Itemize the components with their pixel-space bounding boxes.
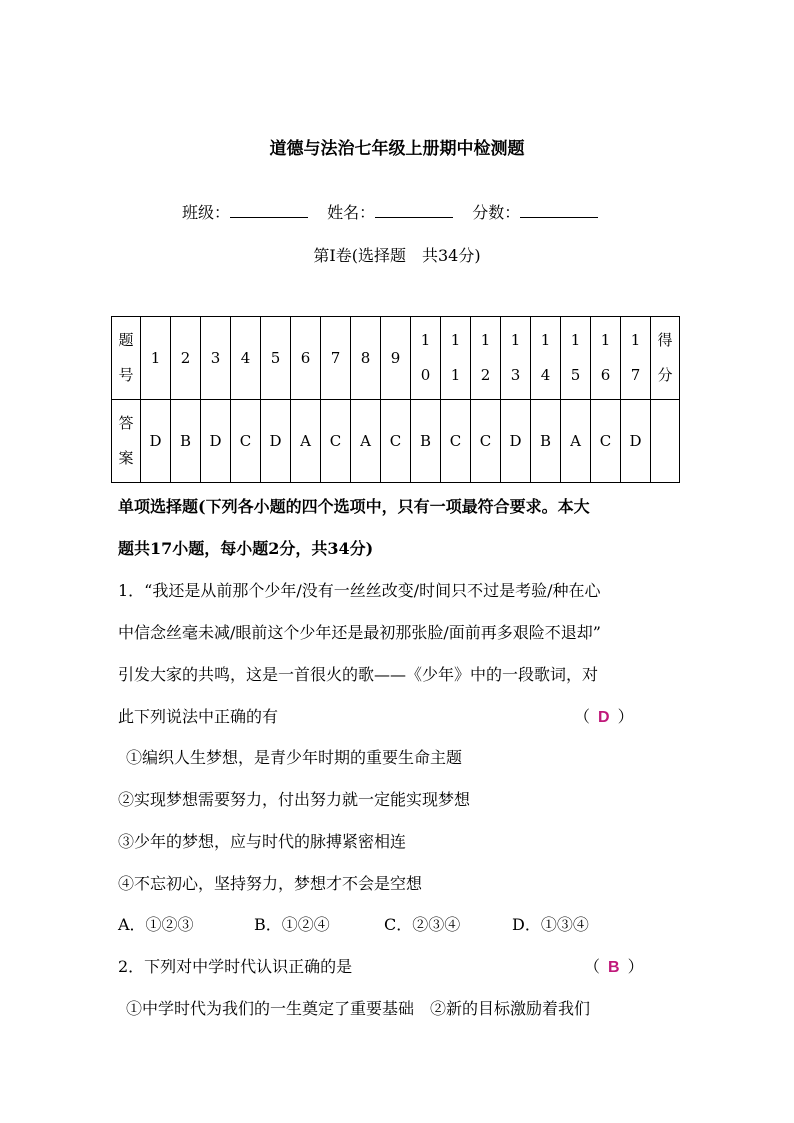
score-blank xyxy=(520,203,598,218)
answer-cell: D xyxy=(201,400,231,483)
answer-cell: B xyxy=(411,400,441,483)
answer-table xyxy=(111,316,680,483)
number-cell: 1 2 xyxy=(471,317,501,400)
answer-cell: B xyxy=(531,400,561,483)
name-blank xyxy=(375,203,453,218)
q2-answer-bracket: （ B ） xyxy=(584,957,644,976)
instructions-line-2: 题共17小题，每小题2分，共34分) xyxy=(118,539,374,558)
answer-cell: C xyxy=(441,400,471,483)
answer-cell: D xyxy=(621,400,651,483)
page-title: 道德与法治七年级上册期中检测题 xyxy=(269,139,525,159)
q2-answer: B xyxy=(608,959,620,976)
number-cell: 4 xyxy=(231,317,261,400)
q1-item-3: ③少年的梦想，应与时代的脉搏紧密相连 xyxy=(118,832,407,851)
answer-cell: B xyxy=(171,400,201,483)
number-cell: 7 xyxy=(321,317,351,400)
q1-option-d: D．①③④ xyxy=(512,915,589,934)
q1-stem-line-3: 引发大家的共鸣，这是一首很火的歌——《少年》中的一段歌词，对 xyxy=(118,665,599,684)
answer-cell: D xyxy=(141,400,171,483)
score-label: 分数： xyxy=(472,203,521,222)
answer-cell: A xyxy=(291,400,321,483)
q1-answer: D xyxy=(598,709,610,726)
class-label: 班级： xyxy=(182,203,231,222)
q1-answer-bracket: （ D ） xyxy=(574,707,634,726)
number-cell: 1 4 xyxy=(531,317,561,400)
student-info-line xyxy=(182,200,612,223)
number-cell: 1 3 xyxy=(501,317,531,400)
score-header-cell: 得 分 xyxy=(651,317,680,400)
number-cell: 6 xyxy=(291,317,321,400)
number-cell: 5 xyxy=(261,317,291,400)
number-cell: 1 7 xyxy=(621,317,651,400)
number-cell: 3 xyxy=(201,317,231,400)
instructions-line-1: 单项选择题(下列各小题的四个选项中，只有一项最符合要求。本大 xyxy=(118,497,590,516)
q1-item-4: ④不忘初心，坚持努力，梦想才不会是空想 xyxy=(118,874,423,893)
q1-item-1: ①编织人生梦想，是青少年时期的重要生命主题 xyxy=(126,748,463,767)
question-number-row xyxy=(112,317,680,400)
q2-items-line: ①中学时代为我们的一生奠定了重要基础 ②新的目标激励着我们 xyxy=(126,999,591,1018)
number-cell: 9 xyxy=(381,317,411,400)
q1-option-c: C．②③④ xyxy=(384,915,461,934)
score-cell xyxy=(651,400,680,483)
answer-cell: D xyxy=(501,400,531,483)
answer-cell: C xyxy=(381,400,411,483)
answer-cell: C xyxy=(471,400,501,483)
row-label-number: 题 号 xyxy=(112,317,141,400)
number-cell: 1 0 xyxy=(411,317,441,400)
q1-item-2: ②实现梦想需要努力，付出努力就一定能实现梦想 xyxy=(118,790,471,809)
q1-stem-line-2: 中信念丝毫未减/眼前这个少年还是最初那张脸/面前再多艰险不退却” xyxy=(118,623,601,642)
row-label-answer: 答 案 xyxy=(112,400,141,483)
q1-stem-line-1: 1．“我还是从前那个少年/没有一丝丝改变/时间只不过是考验/种在心 xyxy=(118,581,601,600)
number-cell: 1 6 xyxy=(591,317,621,400)
q1-option-a: A．①②③ xyxy=(118,915,194,934)
answer-cell: C xyxy=(321,400,351,483)
class-blank xyxy=(230,203,308,218)
q1-option-b: B．①②④ xyxy=(254,915,330,934)
number-cell: 1 5 xyxy=(561,317,591,400)
answer-cell: C xyxy=(591,400,621,483)
number-cell: 8 xyxy=(351,317,381,400)
section-heading: 第Ⅰ卷(选择题 共34分) xyxy=(313,246,481,265)
answer-cell: D xyxy=(261,400,291,483)
q1-stem-line-4: 此下列说法中正确的有 xyxy=(118,707,279,726)
q2-stem: 2．下列对中学时代认识正确的是 xyxy=(118,957,353,976)
answer-cell: C xyxy=(231,400,261,483)
number-cell: 2 xyxy=(171,317,201,400)
number-cell: 1 1 xyxy=(441,317,471,400)
name-label: 姓名： xyxy=(327,203,376,222)
number-cell: 1 xyxy=(141,317,171,400)
answer-cell: A xyxy=(351,400,381,483)
answer-cell: A xyxy=(561,400,591,483)
answer-row xyxy=(112,400,680,483)
